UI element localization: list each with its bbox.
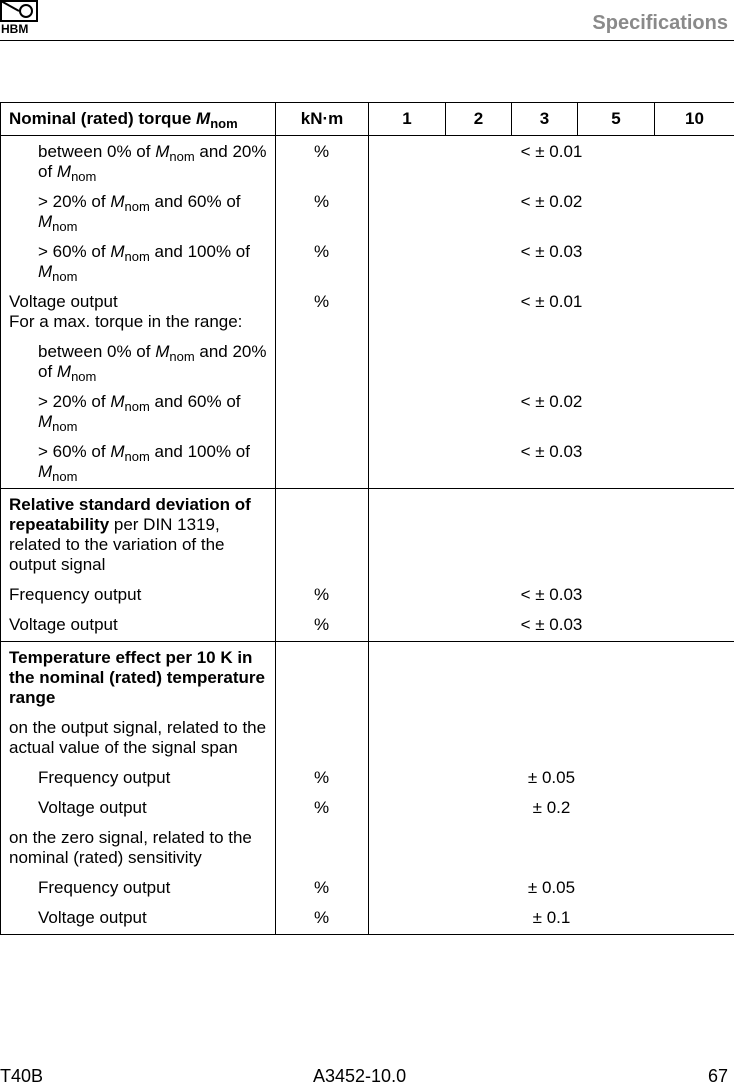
row-label: on the output signal, related to the actual value of the signal span <box>1 708 276 758</box>
table-row <box>1 232 734 282</box>
row-value: < ± 0.03 <box>369 432 734 489</box>
table-row <box>1 642 734 709</box>
row-label: Voltage output For a max. torque in the range: <box>1 282 276 332</box>
head-range: 10 <box>655 103 734 136</box>
row-value <box>369 818 734 868</box>
table-row <box>1 605 734 642</box>
row-value: ± 0.2 <box>369 788 734 818</box>
row-value: < ± 0.03 <box>369 232 734 282</box>
row-unit: % <box>276 605 369 642</box>
row-value: < ± 0.01 <box>369 282 734 332</box>
row-unit: % <box>276 868 369 898</box>
row-label: > 60% of $M_{nom}$ and 100% of $M_{nom}$ <box>1 232 276 282</box>
row-value <box>369 708 734 758</box>
row-label: > 60% of $M_{nom}$ and 100% of $M_{nom}$ <box>1 432 276 489</box>
row-value: ± 0.1 <box>369 898 734 935</box>
row-value <box>369 489 734 576</box>
row-value: ± 0.05 <box>369 868 734 898</box>
row-unit: % <box>276 758 369 788</box>
row-value: < ± 0.03 <box>369 575 734 605</box>
row-unit: % <box>276 182 369 232</box>
table-row <box>1 282 734 332</box>
row-label: Temperature effect per 10 K in the nominal (rated) temperature range <box>1 642 276 709</box>
row-value: < ± 0.01 <box>369 136 734 183</box>
head-range: 5 <box>578 103 655 136</box>
row-label: Frequency output <box>1 868 276 898</box>
row-label: Voltage output <box>1 898 276 935</box>
row-unit <box>276 642 369 709</box>
row-value <box>369 642 734 709</box>
row-value <box>369 332 734 382</box>
row-value: < ± 0.02 <box>369 182 734 232</box>
row-unit: % <box>276 282 369 332</box>
table-row <box>1 708 734 758</box>
row-value: ± 0.05 <box>369 758 734 788</box>
row-label: Voltage output <box>1 605 276 642</box>
row-label: Frequency output <box>1 758 276 788</box>
row-label: on the zero signal, related to the nominal (rated) sensitivity <box>1 818 276 868</box>
row-value: < ± 0.02 <box>369 382 734 432</box>
row-unit <box>276 332 369 382</box>
hbm-logo <box>0 0 40 34</box>
head-range: 1 <box>369 103 446 136</box>
row-label: between 0% of $M_{nom}$ and 20% of $M_{nom}$ <box>1 136 276 183</box>
head-unit: kN·m <box>276 103 369 136</box>
footer-product: T40B <box>0 1066 44 1086</box>
row-label: > 20% of $M_{nom}$ and 60% of $M_{nom}$ <box>1 382 276 432</box>
row-unit: % <box>276 788 369 818</box>
table-head-row <box>1 103 734 136</box>
head-range: 3 <box>512 103 578 136</box>
table-row <box>1 136 734 183</box>
table-row <box>1 382 734 432</box>
row-label: Voltage output <box>1 788 276 818</box>
row-unit: % <box>276 232 369 282</box>
table-row <box>1 898 734 935</box>
table-row <box>1 489 734 576</box>
row-unit: % <box>276 136 369 183</box>
head-label: Nominal (rated) torque $M_{nom}$ <box>1 103 276 136</box>
table-row <box>1 758 734 788</box>
table-row <box>1 788 734 818</box>
row-unit <box>276 432 369 489</box>
row-label: > 20% of $M_{nom}$ and 60% of $M_{nom}$ <box>1 182 276 232</box>
table-row <box>1 432 734 489</box>
spec-table <box>0 102 734 935</box>
table-row <box>1 818 734 868</box>
table-row <box>1 575 734 605</box>
page-number: 67 <box>707 1066 728 1086</box>
table-row <box>1 868 734 898</box>
table-row <box>1 332 734 382</box>
footer-doc-number: A3452-10.0 <box>313 1066 407 1086</box>
row-unit <box>276 818 369 868</box>
row-label: Frequency output <box>1 575 276 605</box>
row-unit <box>276 708 369 758</box>
row-unit: % <box>276 575 369 605</box>
row-unit <box>276 382 369 432</box>
row-label: Relative standard deviation of repeatability per DIN 1319, related to the variation of the output signal <box>1 489 276 576</box>
logo-text: HBM <box>1 22 29 34</box>
row-value: < ± 0.03 <box>369 605 734 642</box>
row-label: between 0% of $M_{nom}$ and 20% of $M_{nom}$ <box>1 332 276 382</box>
row-unit: % <box>276 898 369 935</box>
row-unit <box>276 489 369 576</box>
head-range: 2 <box>446 103 512 136</box>
table-row <box>1 182 734 232</box>
page-header-title: Specifications <box>592 12 728 34</box>
header-rule <box>0 40 734 41</box>
